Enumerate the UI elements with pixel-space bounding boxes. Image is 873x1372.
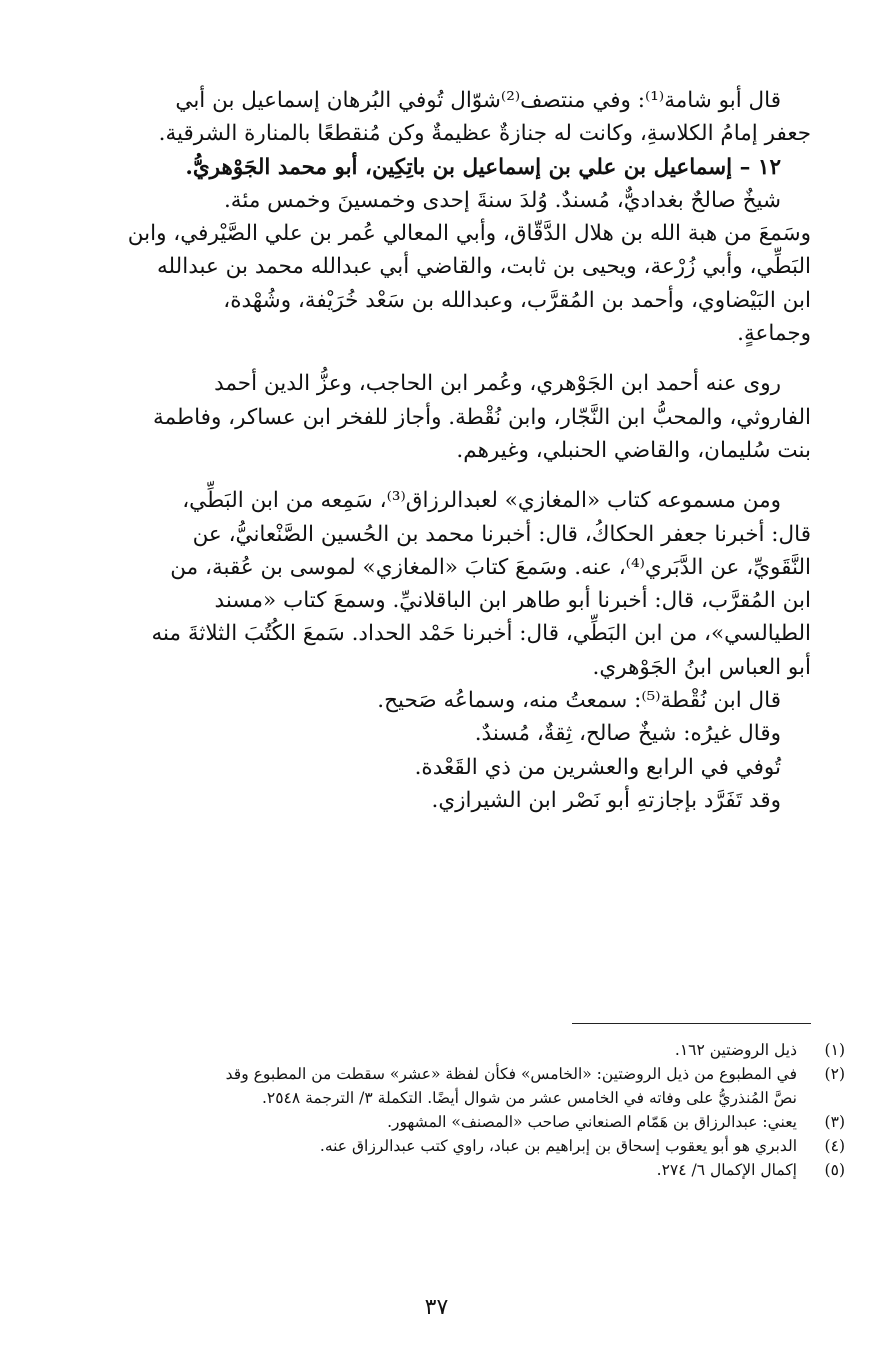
- page-number: ٣٧: [424, 1295, 449, 1320]
- footnote-text: [80, 1062, 797, 1110]
- footnote-line: ذيل الروضتين ١٦٢.: [674, 1041, 797, 1059]
- text-line: بنت سُليمان، والقاضي الحنبلي، وغيرهم.: [456, 437, 811, 463]
- footnote-number: (١): [824, 1041, 845, 1059]
- text-line: ابن البَيْضاوي، وأحمد بن المُقرَّب، وعبدالله بن سَعْد خُرَيْفة، وشُهْدة،: [223, 287, 811, 313]
- text-line: قال أبو شامة⁽¹⁾: وفي منتصف⁽²⁾شوّال تُوفي البُرهان إسماعيل بن أبي: [175, 88, 781, 113]
- text-line: الفاروثي، والمحبُّ ابن النَّجّار، وابن نُقْطة. وأجاز للفخر ابن عساكر، وفاطمة: [153, 404, 811, 430]
- text-line: وجماعةٍ.: [737, 321, 811, 347]
- text-line: الطيالسي»، من ابن البَطِّي، قال: أخبرنا حَمْد الحداد. سَمعَ الكُتُبَ الثلاثةَ منه: [151, 621, 811, 647]
- footnote-number: (٥): [824, 1161, 845, 1179]
- text-line: وقال غيرُه: شيخٌ صالح، ثِقةٌ، مُسندٌ.: [474, 721, 781, 747]
- footnote-text: [80, 1158, 797, 1182]
- footnote-number: (٤): [824, 1137, 845, 1155]
- text-line: قال: أخبرنا جعفر الحكاكُ، قال: أخبرنا محمد بن الحُسين الصَّنْعانيُّ، عن: [192, 521, 811, 547]
- text-line: البَطِّي، وأبي زُرْعة، ويحيى بن ثابت، والقاضي أبي عبدالله محمد بن عبدالله: [157, 254, 811, 280]
- footnote-text: [80, 1038, 797, 1062]
- text-line: تُوفي في الرابع والعشرين من ذي القَعْدة.: [414, 754, 781, 780]
- text-line: جعفر إمامُ الكلاسةِ، وكانت له جنازةٌ عظيمةٌ وكن مُنقطعًا بالمنارة الشرقية.: [158, 121, 811, 147]
- footnote-number: (٣): [824, 1113, 845, 1131]
- footnote-line: إكمال الإكمال ٦/ ٢٧٤.: [656, 1161, 797, 1179]
- entry-heading: ١٢ – إسماعيل بن علي بن إسماعيل بن باتِكِين، أبو محمد الجَوْهريُّ.: [185, 154, 781, 180]
- text-line: النَّقَويِّ، عن الدَّبَري⁽⁴⁾، عنه. وسَمعَ كتابَ «المغازي» لموسى بن عُقبة، من: [170, 554, 811, 580]
- text-line: أبو العباس ابنُ الجَوْهري.: [592, 654, 811, 680]
- text-line: ومن مسموعه كتاب «المغازي» لعبدالرزاق⁽³⁾، سَمِعه من ابن البَطِّي،: [182, 488, 781, 514]
- footnotes: [80, 1038, 845, 1182]
- main-text: [92, 84, 811, 817]
- text-line: روى عنه أحمد ابن الجَوْهري، وعُمر ابن الحاجب، وعزُّ الدين أحمد: [214, 371, 781, 397]
- footnote: [80, 1134, 845, 1158]
- footnote: [80, 1062, 845, 1110]
- footnote-number: (٢): [824, 1065, 845, 1083]
- footnote-separator: [572, 1023, 811, 1024]
- footnote: [80, 1038, 845, 1062]
- footnote-text: [80, 1110, 797, 1134]
- text-line: وسَمعَ من هبة الله بن هلال الدَّقّاق، وأبي المعالي عُمر بن علي الصَّيْرفي، وابن: [127, 221, 811, 247]
- text-line: وقد تَفَرَّد بإجازتهِ أبو نَصْر ابن الشيرازي.: [431, 787, 781, 813]
- text-line: شيخٌ صالحٌ بغداديٌّ، مُسندٌ. وُلدَ سنةَ إحدى وخمسينَ وخمس مئة.: [223, 187, 781, 213]
- footnote-line: الدبري هو أبو يعقوب إسحاق بن إبراهيم بن عباد، راوي كتب عبدالرزاق عنه.: [319, 1137, 797, 1155]
- text-line: قال ابن نُقْطة⁽⁵⁾: سمعتُ منه، وسماعُه صَحيح.: [377, 688, 781, 714]
- footnote-line: في المطبوع من ذيل الروضتين: «الخامس» فكأن لفظة «عشر» سقطت من المطبوع وقد: [225, 1065, 797, 1083]
- footnote-line: يعني: عبدالرزاق بن هَمّام الصنعاني صاحب «المصنف» المشهور.: [387, 1113, 797, 1131]
- footnote-text: [80, 1134, 797, 1158]
- footnote: [80, 1158, 845, 1182]
- text-line: ابن المُقرَّب، قال: أخبرنا أبو طاهر ابن الباقلانيِّ. وسمعَ كتاب «مسند: [214, 588, 811, 614]
- footnote-line: نصَّ المُنذريُّ على وفاته في الخامس عشر من شوال أيضًا. التكملة ٣/ الترجمة ٢٥٤٨.: [261, 1089, 797, 1107]
- footnote: [80, 1110, 845, 1134]
